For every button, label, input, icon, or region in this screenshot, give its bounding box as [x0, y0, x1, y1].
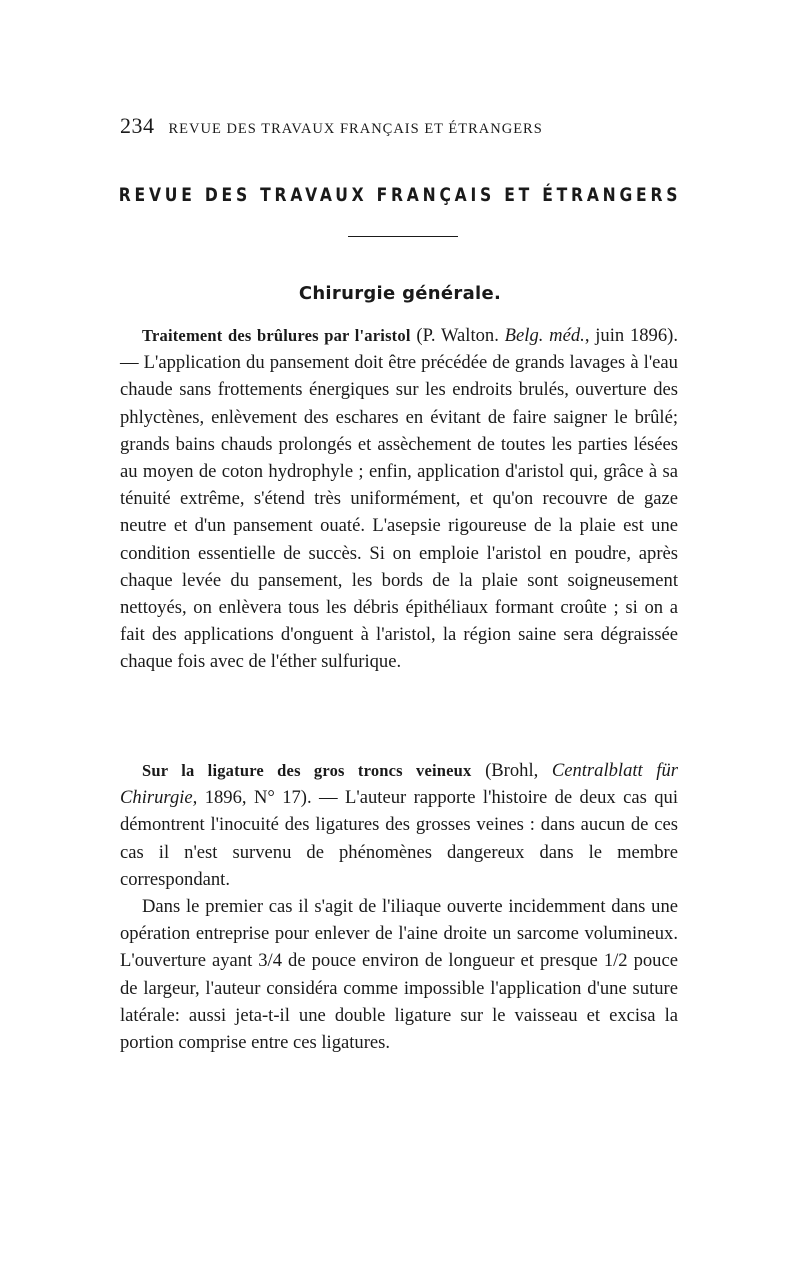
article-headline: Traitement des brûlures par l'aristol [142, 326, 411, 345]
article-citation: (Brohl, [471, 760, 552, 781]
article-body: L'application du pansement doit être précédée de grands lavages à l'eau chaude sans frottements énergiques sur les endroits brulés, ouverture des phlyctènes, enlèvement des eschares en évitant de faire saigner le brûlé; grands bains chauds prolongés et assèchement de toutes les parties lésées au moyen de coton hydrophyle ; enfin, application d'aristol qui, grâce à sa ténuité extrême, s'étend très uniformément, et qu'on recouvre de gaze neutre et d'un pansement ouaté. L'asepsie rigoureuse de la plaie est une condition essentielle de succès. Si on emploie l'aristol en poudre, après chaque levée du pansement, les bords de la plaie sont soigneusement nettoyés, on enlèvera tous les débris épithéliaux formant croûte ; si on a fait des applications d'onguent à l'aristol, la région saine sera dégraissée chaque fois avec de l'éther sulfurique. [120, 352, 678, 673]
subsection-title: Chirurgie générale. [298, 283, 502, 304]
title-divider [348, 236, 458, 237]
running-head [120, 113, 680, 143]
article-citation-date: , juin 1896). — [120, 325, 678, 374]
article-ligature [120, 757, 678, 1056]
article-citation: (P. Walton. [410, 325, 505, 346]
article-body: L'auteur rapporte l'histoire de deux cas qui démontrent l'inocuité des ligatures des grosses veines : dans aucun de ces cas il n'est survenu de phénomènes dangereux dans le membre correspondant. [120, 787, 678, 890]
article-aristol [120, 322, 678, 676]
article-citation-date: 1896, N° 17). — [197, 787, 346, 809]
article-journal: Belg. méd. [504, 325, 585, 346]
article-headline: Sur la ligature des gros troncs veineux [142, 761, 472, 780]
article-journal: Centralblatt für Chirurgie, [120, 760, 678, 809]
article-body-continued: Dans le premier cas il s'agit de l'iliaque ouverte incidemment dans une opération entreprise pour enlever de l'aine droite un sarcome volumineux. L'ouverture ayant 3/4 de pouce environ de longueur et presque 1/2 pouce de largeur, l'auteur considéra comme impossible l'application d'une suture latérale: aussi jeta-t-il une double ligature sur le vaisseau et excisa la portion comprise entre ces ligatures. [120, 896, 678, 1054]
article-paragraph-2 [120, 893, 678, 1056]
article-paragraph [120, 757, 678, 893]
section-title: REVUE DES TRAVAUX FRANÇAIS ET ÉTRANGERS [118, 184, 682, 206]
page-number: 234 [120, 113, 155, 138]
article-paragraph [120, 322, 678, 676]
running-head-title: REVUE DES TRAVAUX FRANÇAIS ET ÉTRANGERS [168, 121, 543, 137]
